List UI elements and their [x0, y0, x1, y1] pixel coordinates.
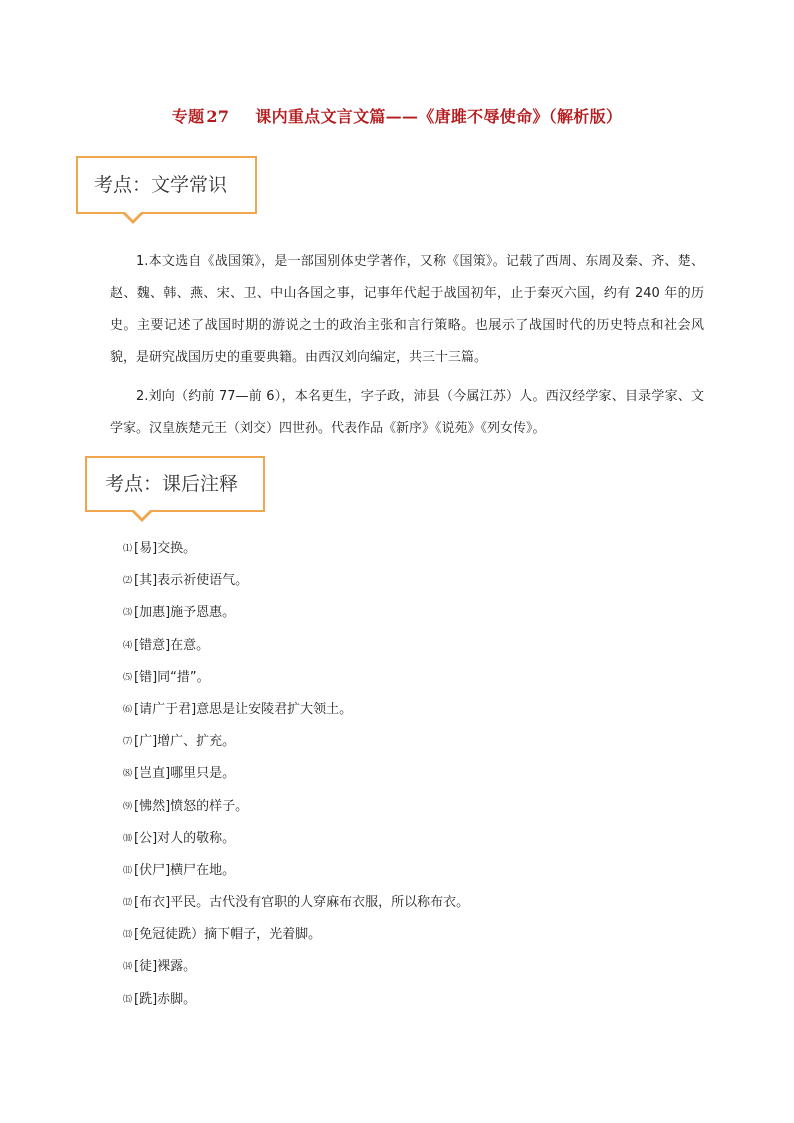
annotation-marker: ⑴	[123, 544, 133, 554]
annotation-text: [其]表示祈使语气。	[134, 573, 249, 589]
annotation-marker: ⑼	[123, 801, 133, 812]
annotation-marker: ⒂	[123, 994, 133, 1005]
annotation-item	[123, 984, 469, 1016]
annotation-item	[123, 951, 469, 983]
annotation-text: [加惠]施予恩惠。	[134, 605, 236, 621]
annotation-marker: ⑽	[123, 833, 133, 844]
annotation-marker: ⑷	[123, 640, 133, 651]
annotation-item	[123, 887, 469, 919]
annotation-text: [请广于君]意思是让安陵君扩大领土。	[134, 701, 353, 717]
annotation-item	[123, 662, 469, 694]
annotation-text: [易]交换。	[134, 541, 197, 556]
section-heading-literary-knowledge: 考点：文学常识	[76, 156, 257, 214]
annotation-text: [伏尸]横尸在地。	[134, 862, 236, 878]
annotation-item	[123, 823, 469, 855]
title-main: 课内重点文言文篇——《唐雎不辱使命》（解析版）	[255, 107, 623, 126]
page-title	[0, 104, 794, 127]
annotation-marker: ⑹	[123, 704, 133, 715]
annotation-text: [徒]裸露。	[134, 959, 197, 975]
annotation-item	[123, 630, 469, 662]
annotation-text: [布衣]平民。古代没有官职的人穿麻布衣服，所以称布衣。	[134, 895, 470, 911]
annotation-text: [公]对人的敬称。	[134, 830, 236, 846]
annotation-item	[123, 726, 469, 758]
annotation-marker: ⒀	[123, 930, 133, 941]
annotation-item	[123, 791, 469, 823]
annotation-marker: ⑾	[123, 865, 133, 876]
annotation-marker: ⑵	[123, 576, 133, 587]
annotation-item	[123, 565, 469, 597]
annotation-marker: ⑿	[123, 898, 133, 909]
annotation-item	[123, 919, 469, 951]
paragraph-author: 2.刘向（约前 77—前 6），本名更生，字子政，沛县（今属江苏）人。西汉经学家、目录学家、文学家。汉皇族楚元王（刘交）四世孙。代表作品《新序》《说苑》《列女传》。	[110, 389, 704, 436]
annotation-item	[123, 694, 469, 726]
annotation-list	[123, 533, 469, 1016]
annotation-marker: ⑸	[123, 672, 133, 683]
annotation-item	[123, 855, 469, 887]
title-prefix: 专题	[171, 107, 205, 126]
title-number: 27	[206, 107, 230, 126]
annotation-marker: ⑻	[123, 769, 133, 780]
annotation-item	[123, 758, 469, 790]
annotation-marker: ⑺	[123, 737, 133, 748]
annotation-text: [免冠徒跣）摘下帽子，光着脚。	[134, 927, 322, 943]
annotation-text: [错意]在意。	[134, 637, 210, 653]
annotation-text: [跣]赤脚。	[134, 991, 197, 1007]
annotation-item	[123, 533, 469, 565]
section-heading-annotations: 考点：课后注释	[85, 456, 265, 512]
annotation-text: [怫然]愤怒的样子。	[134, 798, 249, 814]
annotation-text: [岂直]哪里只是。	[134, 766, 236, 782]
annotation-item	[123, 597, 469, 629]
annotation-text: [广]增广、扩充。	[134, 734, 236, 750]
annotation-marker: ⒁	[123, 962, 133, 973]
paragraph-source: 1.本文选自《战国策》，是一部国别体史学著作，又称《国策》。记载了西周、东周及秦、齐、楚、赵、魏、韩、燕、宋、卫、中山各国之事，记事年代起于战国初年，止于秦灭六国，约有 240 年的历史。主要记述了战国时期的游说之士的政治主张和言行策略。也展示了战国时代的历史特点和社会风貌，是研究战国历史的重要典籍。由西汉刘向编定，共三十三篇。	[110, 254, 704, 365]
annotation-text: [错]同“措”。	[134, 669, 210, 685]
annotation-marker: ⑶	[123, 608, 133, 619]
